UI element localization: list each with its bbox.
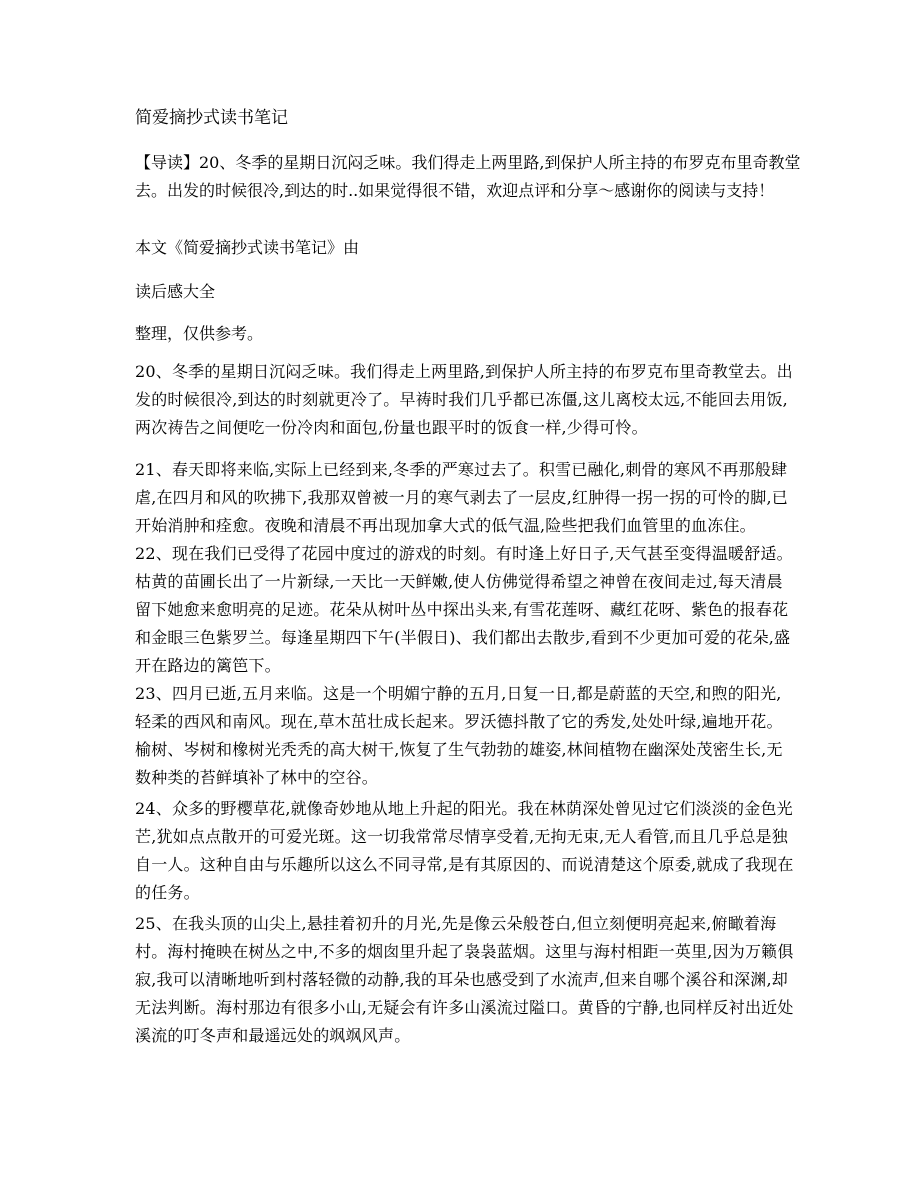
source-line: 本文《简爱摘抄式读书笔记》由: [135, 238, 360, 257]
paragraph-24: 24、众多的野樱草花,就像奇妙地从地上升起的阳光。我在林荫深处曾见过它们淡淡的金色光芒,犹如点点散开的可爱光斑。这一切我常常尽情享受着,无拘无束,无人看管,而且几乎总是独自一人。这种自由与乐趣所以这么不同寻常,是有其原因的、而说清楚这个原委,就成了我现在的任务。: [135, 799, 794, 902]
paragraph-25: 25、在我头顶的山尖上,悬挂着初升的月光,先是像云朵般苍白,但立刻便明亮起来,俯瞰着海村。海村掩映在树丛之中,不多的烟囱里升起了袅袅蓝烟。这里与海村相距一英里,因为万籁俱寂,我可以清晰地听到村落轻微的动静,我的耳朵也感受到了水流声,但来自哪个溪谷和深渊,却无法判断。海村那边有很多小山,无疑会有许多山溪流过隘口。黄昏的宁静,也同样反衬出近处溪流的叮冬声和最遥远处的飒飒风声。: [135, 914, 794, 1045]
paragraph-22: 22、现在我们已受得了花园中度过的游戏的时刻。有时逢上好日子,天气甚至变得温暖舒适。枯黄的苗圃长出了一片新绿,一天比一天鲜嫩,使人仿佛觉得希望之神曾在夜间走过,每天清晨留下她愈来愈明亮的足迹。花朵从树叶丛中探出头来,有雪花莲呀、藏红花呀、紫色的报春花和金眼三色紫罗兰。每逢星期四下午(半假日)、我们都出去散步,看到不少更加可爱的花朵,盛开在路边的篱笆下。: [135, 544, 793, 675]
disclaimer-note: 整理，仅供参考。: [135, 324, 264, 343]
paragraph-20: 20、冬季的星期日沉闷乏味。我们得走上两里路,到保护人所主持的布罗克布里奇教堂去。出发的时候很冷,到达的时刻就更冷了。早祷时我们几乎都已冻僵,这儿离校太远,不能回去用饭,两次祷告之间便吃一份冷肉和面包,份量也跟平时的饭食一样,少得可怜。: [135, 362, 793, 437]
paragraph-21: 21、春天即将来临,实际上已经到来,冬季的严寒过去了。积雪已融化,刺骨的寒风不再那般肆虐,在四月和风的吹拂下,我那双曾被一月的寒气剥去了一层皮,红肿得一拐一拐的可怜的脚,已开始消肿和痊愈。夜晚和清晨不再出现加拿大式的低气温,险些把我们血管里的血冻住。: [135, 460, 788, 535]
source-name: 读后感大全: [135, 282, 216, 301]
paragraph-23: 23、四月已逝,五月来临。这是一个明媚宁静的五月,日复一日,都是蔚蓝的天空,和煦的阳光,轻柔的西风和南风。现在,草木茁壮成长起来。罗沃德抖散了它的秀发,处处叶绿,遍地开花。榆树、岑树和橡树光秃秃的高大树干,恢复了生气勃勃的雄姿,林间植物在幽深处茂密生长,无数种类的苔鲜填补了林中的空谷。: [135, 684, 783, 787]
document-title: 简爱摘抄式读书笔记: [135, 108, 288, 128]
intro-paragraph: 【导读】20、冬季的星期日沉闷乏味。我们得走上两里路,到保护人所主持的布罗克布里奇教堂去。出发的时候很冷,到达的时..如果觉得很不错，欢迎点评和分享～感谢你的阅读与支持！: [135, 153, 801, 200]
